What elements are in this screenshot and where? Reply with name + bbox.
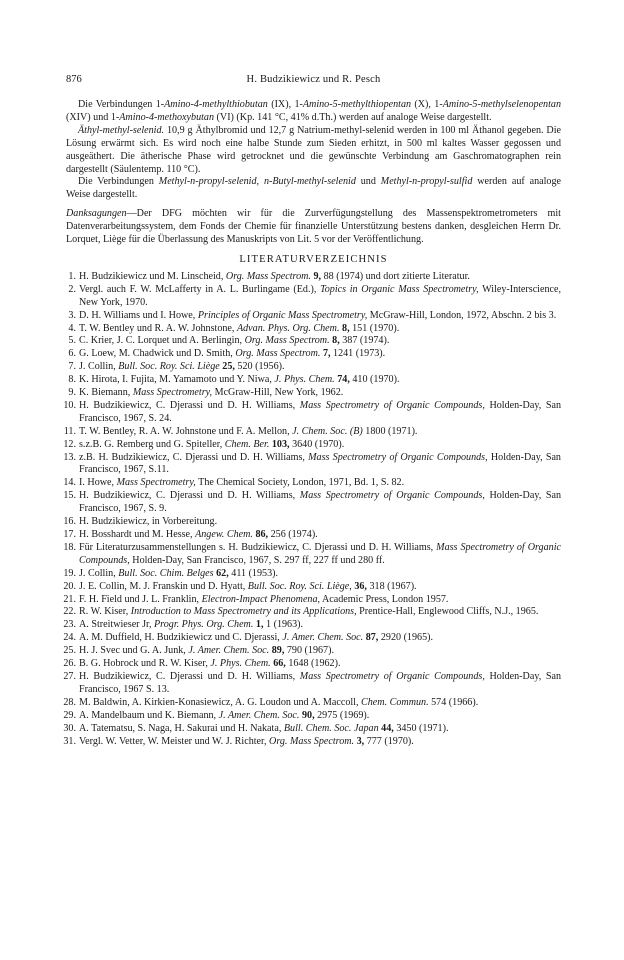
text-segment: 2920 (1965). (378, 632, 433, 644)
italic-text: Org. Mass Spectrom. (225, 270, 311, 282)
text-segment: J. Collin, (79, 567, 119, 579)
page-header (66, 72, 561, 88)
reference-number: 18. (63, 541, 76, 553)
reference-number: 5. (68, 335, 76, 347)
reference-number: 3. (68, 309, 76, 321)
reference-text (79, 323, 561, 336)
reference-item (66, 348, 561, 361)
volume-number: 8, (342, 322, 350, 334)
text-segment: 520 (1956). (234, 361, 285, 373)
reference-text (79, 387, 561, 400)
reference-text (79, 723, 561, 736)
italic-text: Mass Spectrometry, (116, 477, 196, 489)
text-segment: A. Tatematsu, S. Naga, H. Sakurai und H. Nakata, (79, 722, 284, 734)
reference-number: 27. (63, 670, 76, 682)
reference-number: 28. (63, 696, 76, 708)
acknowledgements-paragraph (66, 208, 561, 247)
volume-number: 86, (255, 529, 269, 540)
reference-item (63, 632, 561, 645)
italic-text: Methyl-n-propyl-selenid, (158, 176, 260, 188)
italic-text: Mass Spectrometry of Organic Compounds, (299, 490, 485, 502)
italic-text: Mass Spectrometry, (132, 387, 213, 399)
volume-number: 62, (216, 567, 229, 579)
text-segment: I. Howe, (79, 477, 117, 489)
volume-number: 36, (354, 580, 367, 592)
reference-number: 17. (63, 529, 76, 540)
text-segment: Prentice-Hall, Englewood Cliffs, N.J., 1965. (356, 606, 539, 618)
reference-number: 10. (63, 399, 76, 411)
italic-text: Amino-5-methylselenopentan (442, 99, 561, 110)
text-segment: H. Budzikiewicz, C. Djerassi und D. H. Williams, (79, 670, 300, 682)
text-segment: McGraw-Hill, London, 1972, Abschn. 2 bis 3. (367, 309, 557, 321)
italic-text: Mass Spectrometry of Organic Compounds, (299, 399, 485, 411)
reference-text (79, 594, 561, 607)
reference-text (79, 335, 561, 348)
text-segment: 318 (1967). (366, 580, 417, 592)
text-segment: 410 (1970). (349, 374, 400, 386)
text-segment: Holden-Day, San Francisco, 1967, S.11. (79, 451, 561, 476)
reference-text (79, 697, 561, 710)
italic-text: Introduction to Mass Spectrometry and its Applications, (130, 606, 357, 618)
text-segment: werden auf analoge Weise dargestellt. (66, 176, 562, 201)
volume-number: 1, (255, 619, 264, 631)
text-segment: Die Verbindungen 1- (78, 99, 165, 110)
reference-item (66, 387, 561, 400)
reference-item (63, 735, 561, 749)
text-segment: H. Budzikiewicz und M. Linscheid, (79, 270, 226, 282)
italic-text: Bull. Soc. Roy. Sci. Liège (118, 361, 220, 373)
text-segment: A. Streitwieser Jr, (79, 619, 155, 631)
text-segment: 387 (1974). (339, 335, 390, 347)
italic-text: Chem. Commun. (361, 696, 429, 708)
text-segment: 88 (1974) und dort zitierte Literatur. (321, 270, 470, 282)
reference-number: 30. (63, 722, 76, 734)
italic-text: Electron-Impact Phenomena, (201, 593, 321, 605)
reference-number: 21. (63, 593, 76, 605)
italic-text: Methyl-n-propyl-sulfid (380, 176, 473, 188)
reference-text (79, 310, 561, 323)
reference-text (79, 529, 561, 542)
reference-item (66, 271, 561, 284)
text-segment: F. H. Field und J. L. Franklin, (79, 593, 202, 605)
reference-text (79, 658, 561, 671)
text-segment: Holden-Day, San Francisco, 1967 S. 13. (79, 670, 561, 695)
text-segment: G. Loew, M. Chadwick und D. Smith, (79, 348, 236, 360)
text-segment: H. Budzikiewicz, C. Djerassi und D. H. Williams, (79, 490, 300, 502)
references-title: LITERATURVERZEICHNIS (239, 253, 388, 265)
reference-item (63, 619, 561, 632)
volume-number: 66, (273, 658, 286, 670)
reference-number: 19. (63, 567, 76, 579)
reference-number: 4. (68, 322, 76, 334)
text-segment: 1800 (1971). (362, 425, 418, 437)
reference-number: 6. (68, 348, 76, 360)
reference-text (79, 452, 561, 478)
reference-text (79, 671, 561, 697)
italic-text: Äthyl-methyl-selenid. (78, 124, 165, 136)
reference-number: 16. (63, 516, 76, 528)
volume-number: 9, (313, 270, 322, 282)
text-segment: 777 (1970). (364, 735, 414, 747)
text-segment: Holden-Day, San Francisco, 1967, S. 24. (79, 399, 561, 424)
text-segment: 790 (1967). (284, 645, 334, 657)
text-segment: 2975 (1969). (314, 709, 370, 721)
text-segment: 574 (1966). (428, 696, 479, 708)
text-segment: K. Biemann, (79, 387, 133, 399)
reference-text (79, 606, 561, 619)
reference-text (79, 400, 561, 426)
volume-number: 44, (381, 722, 394, 734)
text-segment: H. Budzikiewicz, C. Djerassi und D. H. Williams, (79, 399, 300, 411)
reference-item (63, 477, 561, 490)
reference-item (63, 696, 561, 710)
italic-text: Progr. Phys. Org. Chem. (154, 619, 254, 631)
italic-text: Bull. Chem. Soc. Japan (283, 722, 379, 734)
reference-text (79, 581, 561, 594)
text-segment: Die Verbindungen (78, 176, 159, 188)
italic-text: Bull. Soc. Roy. Sci. Liège, (247, 580, 352, 592)
text-segment: 10,9 g Äthylbromid und 12,7 g Natrium-methyl-selenid werden in 100 ml Äthanol gegeben. Die Lösung erwärmt sich. Es wird noch eine halbe Stunde zum Sieden erhitzt, in 500 ml kaltes Wasser gegossen und ausgeäthert. Die ätherische Phase wird getrocknet und die gewünschte Verbindung am Gaschromatographen rein dargestellt (Säulentemp. 110 °C). (66, 124, 561, 175)
reference-number: 23. (63, 619, 76, 631)
reference-number: 24. (63, 632, 76, 644)
italic-text: Mass Spectrometry of Organic Compounds, (308, 451, 488, 463)
reference-item (63, 438, 561, 452)
reference-number: 14. (63, 477, 76, 489)
reference-text (79, 374, 561, 387)
body-paragraph (66, 125, 561, 177)
text-segment: R. W. Kiser, (79, 606, 131, 618)
italic-text: Mass Spectrometry of Organic Compounds, (299, 670, 485, 682)
reference-item (63, 399, 561, 426)
text-segment: Vergl. auch F. W. McLafferty in A. L. Burlingame (Ed.), (79, 283, 321, 295)
experimental-paragraphs (66, 99, 561, 247)
reference-number: 8. (68, 374, 76, 386)
text-segment: Holden-Day, San Francisco, 1967, S. 297 ff, 227 ff und 280 ff. (129, 554, 385, 566)
italic-text: n-Butyl-methyl-selenid (263, 176, 356, 188)
reference-number: 22. (63, 606, 76, 618)
reference-item (66, 323, 561, 336)
reference-text (79, 736, 561, 749)
volume-number: 89, (271, 645, 285, 657)
text-segment: J. E. Collin, M. J. Franskin und D. Hyatt, (79, 580, 248, 592)
text-segment: C. Krier, J. C. Lorquet und A. Berlingin, (79, 335, 245, 347)
italic-text: Org. Mass Spectrom. (269, 735, 355, 747)
text-segment: T. W. Bentley, R. A. W. Johnstone und F. A. Mellon, (79, 425, 293, 437)
reference-text (79, 490, 561, 516)
text-segment: Academic Press, London 1957. (320, 593, 449, 605)
reference-text (79, 348, 561, 361)
italic-text: Amino-4-methylthiobutan (164, 99, 268, 110)
reference-item (63, 670, 561, 697)
text-segment: B. G. Hobrock und R. W. Kiser, (79, 658, 211, 670)
reference-item (66, 374, 561, 387)
reference-item (66, 361, 561, 374)
text-segment: McGraw-Hill, New York, 1962. (212, 387, 344, 399)
volume-number: 103, (271, 438, 290, 450)
article-body (63, 99, 562, 748)
reference-number: 20. (63, 580, 76, 592)
reference-text (79, 439, 561, 452)
text-segment: 3640 (1970). (289, 438, 345, 450)
italic-text: J. Phys. Chem. (210, 658, 271, 670)
reference-number: 29. (63, 709, 76, 721)
italic-text: Advan. Phys. Org. Chem. (236, 322, 340, 334)
text-segment: The Chemical Society, London, 1971, Bd. 1, S. 82. (195, 477, 405, 489)
reference-text (79, 568, 561, 581)
text-segment: H. Bosshardt und M. Hesse, (79, 529, 196, 540)
text-segment: H. Budzikiewicz, in Vorbereitung. (79, 516, 218, 528)
italic-text: J. Chem. Soc. (B) (292, 425, 363, 437)
reference-item (63, 709, 561, 723)
text-segment: 1648 (1962). (285, 658, 341, 670)
reference-item (63, 425, 561, 439)
reference-item (63, 658, 561, 671)
volume-number: 74, (337, 374, 350, 386)
text-segment: z.B. H. Budzikiewicz, C. Djerassi und D. H. Williams, (79, 451, 309, 463)
italic-text: Danksagungen (66, 208, 127, 220)
reference-number: 15. (63, 490, 76, 502)
italic-text: Amino-5-methylthiopentan (302, 99, 412, 110)
reference-item (66, 335, 561, 348)
text-segment: Für Literaturzusammenstellungen s. H. Budzikiewicz, C. Djerassi und D. H. Williams, (79, 541, 437, 553)
text-segment: (XIV) und 1- (66, 111, 120, 123)
text-segment: M. Baldwin, A. Kirkien-Konasiewicz, A. G. Loudon und A. Maccoll, (79, 696, 362, 708)
volume-number: 3, (356, 735, 365, 747)
text-segment: 411 (1953). (228, 567, 278, 579)
text-segment: und (355, 176, 381, 188)
text-segment: (IX), 1- (267, 99, 303, 110)
reference-item (63, 451, 561, 478)
reference-item (63, 529, 561, 542)
italic-text: Principles of Organic Mass Spectrometry, (197, 309, 368, 321)
text-segment: J. Collin, (79, 361, 119, 373)
text-segment: 3450 (1971). (393, 722, 449, 734)
text-segment: T. W. Bentley und R. A. W. Johnstone, (79, 322, 237, 334)
reference-item (63, 567, 561, 581)
italic-text: Org. Mass Spectrom. (244, 335, 330, 347)
text-segment: K. Hirota, I. Fujita, M. Yamamoto und Y. Niwa, (79, 374, 275, 386)
text-segment: Wiley-Interscience, New York, 1970. (79, 283, 561, 308)
text-segment: Holden-Day, San Francisco, 1967, S. 9. (79, 490, 561, 515)
reference-number: 12. (63, 438, 76, 450)
volume-number: 25, (222, 361, 235, 373)
italic-text: Angew. Chem. (195, 529, 253, 540)
reference-item (63, 541, 561, 568)
italic-text: Org. Mass Spectrom. (235, 348, 321, 360)
italic-text: Bull. Soc. Chim. Belges (118, 567, 214, 579)
italic-text: Chem. Ber. (224, 438, 270, 450)
reference-list (63, 270, 561, 749)
running-head: H. Budzikiewicz und R. Pesch (246, 74, 381, 85)
italic-text: J. Amer. Chem. Soc. (218, 709, 300, 721)
reference-number: 11. (63, 425, 76, 437)
volume-number: 7, (322, 348, 331, 360)
reference-number: 2. (68, 283, 76, 295)
text-segment: 151 (1970). (349, 322, 400, 334)
reference-text (79, 284, 561, 310)
text-segment: s.z.B. G. Remberg und G. Spiteller, (79, 438, 225, 450)
reference-item (66, 284, 561, 310)
reference-text (79, 632, 561, 645)
italic-text: J. Amer. Chem. Soc. (282, 632, 364, 644)
reference-item (63, 490, 561, 516)
reference-text (79, 361, 561, 374)
reference-text (79, 645, 561, 658)
volume-number: 87, (365, 632, 379, 644)
reference-number: 13. (63, 451, 76, 463)
reference-item (63, 722, 561, 736)
reference-text (79, 619, 561, 632)
italic-text: Amino-4-methoxybutan (119, 111, 215, 123)
reference-item (66, 310, 561, 323)
reference-item (63, 645, 561, 658)
text-segment: (X), 1- (411, 99, 443, 110)
text-segment: (VI) (Kp. 141 °C, 41% d.Th.) werden auf analoge Weise dargestellt. (214, 111, 492, 123)
text-segment: Vergl. W. Vetter, W. Meister und W. J. Richter, (79, 735, 270, 747)
reference-number: 9. (68, 387, 76, 399)
reference-number: 31. (63, 735, 76, 747)
volume-number: 90, (301, 709, 315, 721)
italic-text: J. Phys. Chem. (274, 374, 335, 386)
text-segment: 1 (1963). (263, 619, 304, 631)
text-segment: D. H. Williams und I. Howe, (79, 309, 198, 321)
volume-number: 8, (332, 335, 340, 347)
reference-text (79, 710, 561, 723)
reference-text (79, 271, 561, 284)
italic-text: Mass Spectrometry of Organic Compounds, (79, 541, 561, 566)
body-paragraph (66, 176, 561, 202)
reference-number: 7. (68, 361, 76, 373)
text-segment: A. Mandelbaum und K. Biemann, (79, 709, 219, 721)
body-paragraph (66, 99, 561, 125)
reference-item (63, 516, 561, 529)
text-segment: —Der DFG möchten wir für die Zurverfügungstellung des Massenspektrometrometers mit Datenverarbeitungssystem, dem Fonds der Chemie für finanzielle Unterstützung bestens danken, desgleichen Herrn Dr. Lorquet, Liège für die Überlassung des Manuskripts von Lit. 5 vor der Veröffentlichung. (66, 208, 561, 246)
text-segment: 1241 (1973). (330, 348, 386, 360)
text-segment: A. M. Duffield, H. Budzikiewicz und C. Djerassi, (79, 632, 283, 644)
reference-text (79, 516, 561, 529)
text-segment: H. J. Svec und G. A. Junk, (79, 645, 189, 657)
reference-text (79, 477, 561, 490)
italic-text: J. Amer. Chem. Soc. (188, 645, 270, 657)
reference-number: 26. (63, 658, 76, 670)
reference-number: 25. (63, 645, 76, 657)
reference-number: 1. (68, 270, 76, 282)
reference-text (79, 426, 561, 439)
italic-text: Topics in Organic Mass Spectrometry, (320, 283, 479, 295)
text-segment: 256 (1974). (268, 529, 318, 540)
page-number: 876 (66, 74, 82, 85)
reference-item (63, 606, 561, 619)
reference-item (63, 593, 561, 607)
reference-item (63, 580, 561, 594)
reference-text (79, 542, 561, 568)
